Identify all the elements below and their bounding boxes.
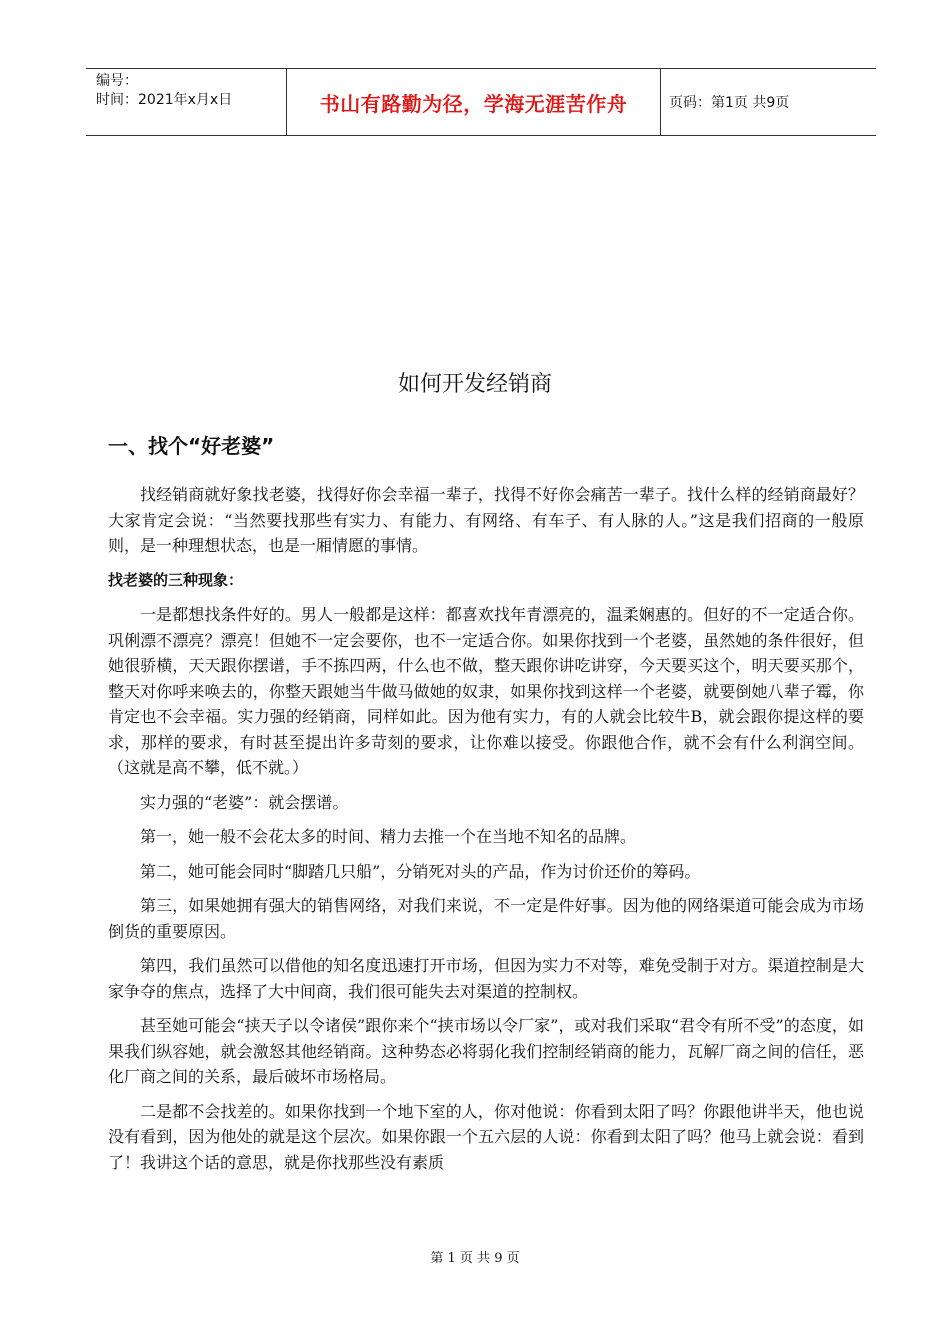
header-meta xyxy=(86,69,287,135)
paragraph: 第三，如果她拥有强大的销售网络，对我们来说，不一定是件好事。因为他的网络渠道可能会成为市场倒货的重要原因。 xyxy=(108,896,864,941)
header-motto: 书山有路勤为径，学海无涯苦作舟 xyxy=(287,69,661,135)
page-footer: 第 1 页 共 9 页 xyxy=(430,1251,520,1266)
paragraph: 第四，我们虽然可以借他的知名度迅速打开市场，但因为实力不对等，难免受制于对方。渠道控制是大家争夺的焦点，选择了大中间商，我们很可能失去对渠道的控制权。 xyxy=(108,956,864,1001)
serial-number-label: 编号： xyxy=(96,73,138,89)
section-heading: 一、找个“好老婆” xyxy=(108,434,275,458)
paragraph: 找经销商就好象找老婆，找得好你会幸福一辈子，找得不好你会痛苦一辈子。找什么样的经销商最好？大家肯定会说：“当然要找那些有实力、有能力、有网络、有车子、有人脉的人。”这是我们招商的一般原则，是一种理想状态，也是一厢情愿的事情。 xyxy=(108,485,864,555)
subheading: 找老婆的三种现象： xyxy=(108,570,244,589)
paragraph: 第一，她一般不会花太多的时间、精力去推一个在当地不知名的品牌。 xyxy=(140,827,637,846)
paragraph: 一是都想找条件好的。男人一般都是这样：都喜欢找年青漂亮的，温柔娴惠的。但好的不一定适合你。巩俐漂不漂亮？漂亮！但她不一定会要你，也不一定适合你。如果你找到一个老婆，虽然她的条件很好，但她很骄横，天天跟你摆谱，手不拣四两，什么也不做，整天跟你讲吃讲穿，今天要买这个，明天要买那个，整天对你呼来唤去的，你整天跟她当牛做马做她的奴隶，如果你找到这样一个老婆，就要倒她八辈子霉，你肯定也不会幸福。实力强的经销商，同样如此。因为他有实力，有的人就会比较牛B，就会跟你提这样的要求，那样的要求，有时甚至提出许多苛刻的要求，让你难以接受。你跟他合作，就不会有什么利润空间。（这就是高不攀，低不就。） xyxy=(108,605,864,777)
page-header xyxy=(86,68,876,136)
paragraph: 实力强的“老婆”：就会摆谱。 xyxy=(140,792,349,812)
paragraph: 第二，她可能会同时“脚踏几只船”，分销死对头的产品，作为讨价还价的筹码。 xyxy=(140,861,701,881)
header-page-info: 页码：第1页 共9页 xyxy=(669,95,790,111)
paragraph: 甚至她可能会“挟天子以令诸侯”跟你来个“挟市场以令厂家”，或对我们采取“君令有所不受”的态度，如果我们纵容她，就会激怒其他经销商。这种势态必将弱化我们控制经销商的能力，瓦解厂商之间的信任，恶化厂商之间的关系，最后破坏市场格局。 xyxy=(108,1016,864,1086)
document-title: 如何开发经销商 xyxy=(397,372,552,397)
date-label: 时间：2021年x月x日 xyxy=(96,92,233,108)
paragraph: 二是都不会找差的。如果你找到一个地下室的人，你对他说：你看到太阳了吗？你跟他讲半天，他也说没有看到，因为他处的就是这个层次。如果你跟一个五六层的人说：你看到太阳了吗？他马上就会说：看到了！我讲这个话的意思，就是你找那些没有素质 xyxy=(108,1101,864,1172)
document-body xyxy=(108,482,864,1184)
